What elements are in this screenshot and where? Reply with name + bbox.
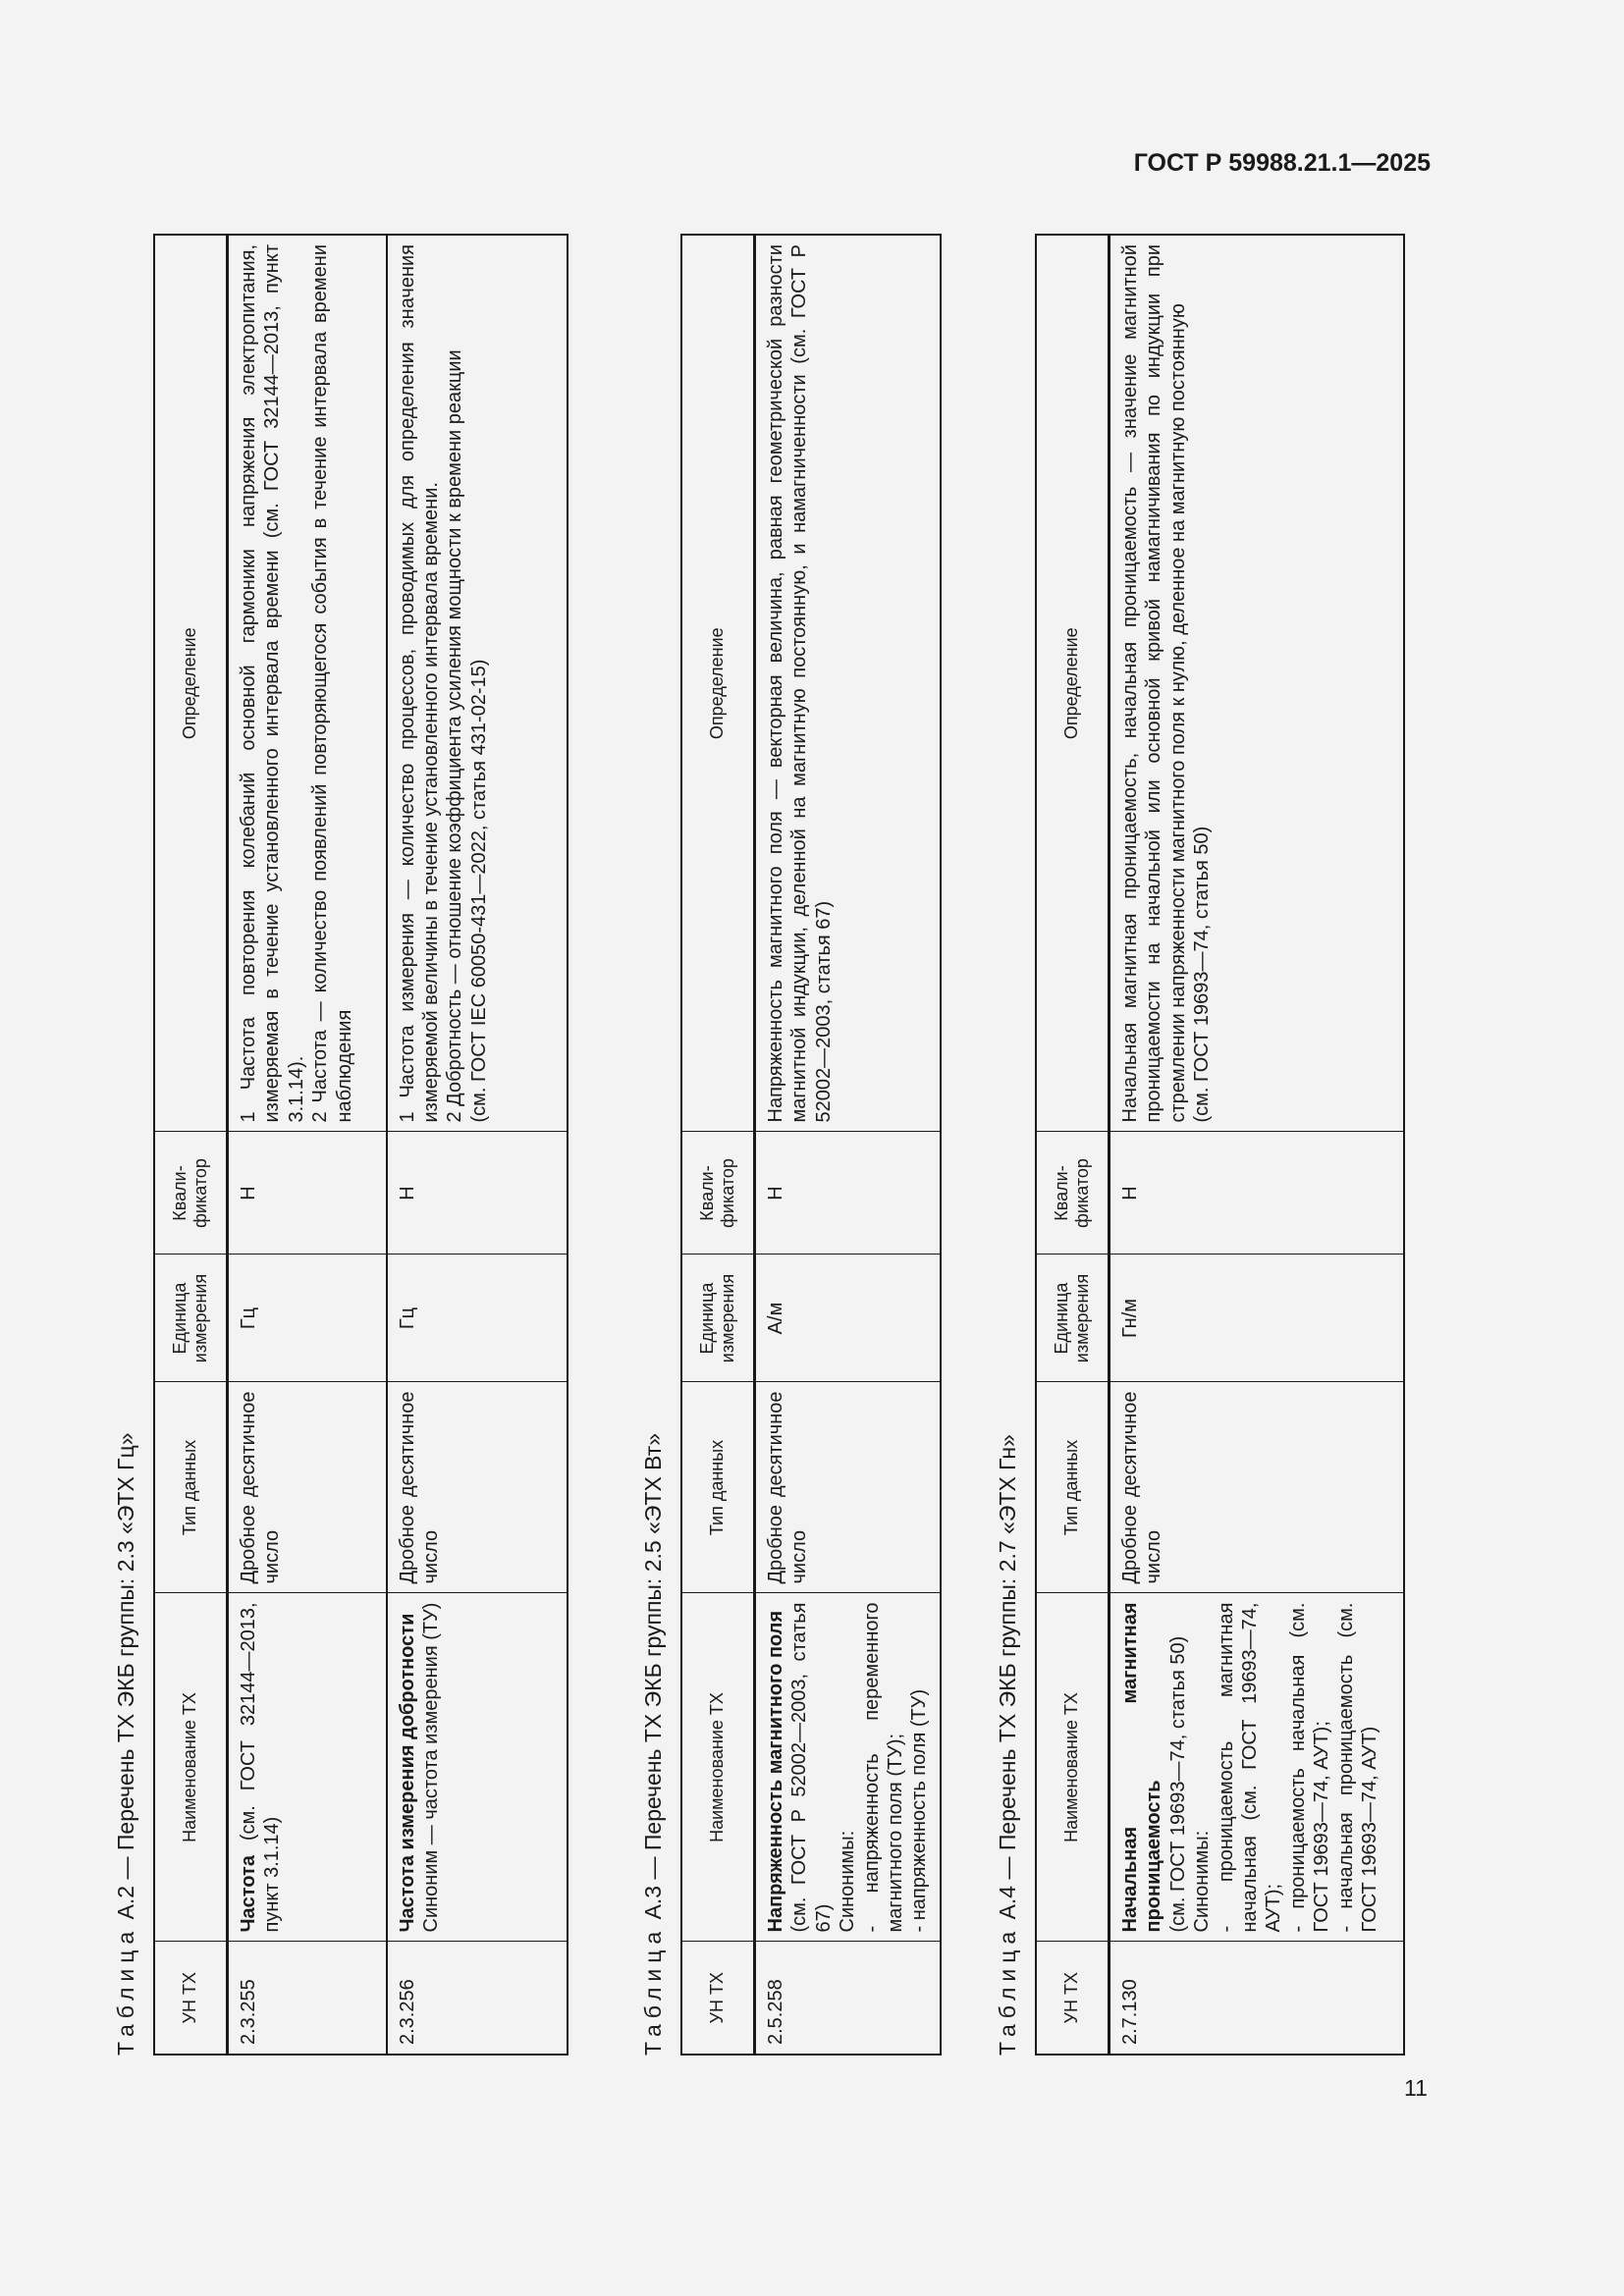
caption-prefix: Таблица xyxy=(113,1925,138,2056)
table-a4 xyxy=(1035,234,1405,2056)
table-row xyxy=(228,235,387,2055)
definition-line: 1 Частота повторения колебаний основной гармоники напряжения электропитания, измеряемая в течение установленного интервала времени (см. ГОСТ 32144—2013, пункт 3.1.14). xyxy=(238,244,307,1123)
table-block-a4 xyxy=(992,234,1405,2056)
cell-qualifier: Н xyxy=(755,1132,941,1255)
definition-line: (см. ГОСТ IEC 60050-431—2022, статья 431-02-15) xyxy=(467,659,490,1123)
cell-qualifier: Н xyxy=(228,1132,387,1255)
table-header-row xyxy=(154,235,228,2055)
cell-unit: Гц xyxy=(387,1255,568,1382)
cell-un: 2.3.256 xyxy=(387,1942,568,2055)
cell-unit: А/м xyxy=(755,1255,941,1382)
term-synonym: Синоним — частота измерения (ТУ) xyxy=(419,1602,442,1933)
term-synonym: Синонимы: xyxy=(837,1830,859,1933)
term-synonym: - напряженность переменного магнитного поля (ТУ); xyxy=(860,1602,906,1933)
definition-line: (см. ГОСТ 19693—74, статья 50) xyxy=(1191,826,1214,1123)
column-header-unit: Единица измерения xyxy=(681,1255,755,1382)
definition-line: 1 Частота измерения — количество процессов, проводимых для определения значения измеряемой величины в течение установленного интервала времени. xyxy=(396,244,442,1123)
cell-qualifier: Н xyxy=(1110,1132,1404,1255)
table-caption xyxy=(992,234,1035,2056)
definition-line: 2 Добротность — отношение коэффициента усиления мощности к времени реакции xyxy=(444,349,466,1123)
column-header-definition: Определение xyxy=(154,235,228,1132)
column-header-definition: Определение xyxy=(1036,235,1110,1132)
term-synonym: Синонимы: xyxy=(1191,1830,1214,1933)
column-header-qualifier: Квали-фикатор xyxy=(1036,1132,1110,1255)
column-header-un: УН ТХ xyxy=(681,1942,755,2055)
table-caption xyxy=(637,234,680,2056)
term-synonym: - начальная проницаемость (см. ГОСТ 19693—74, АУТ) xyxy=(1334,1602,1380,1933)
definition-line: Напряженность магнитного поля — векторная величина, равная геометрической разности магнитной индукции, деленной на магнитную постоянную, и намагниченности (см. ГОСТ Р 52002—2003, статья 67) xyxy=(765,244,835,1123)
table-row xyxy=(755,235,941,2055)
column-header-unit: Единица измерения xyxy=(1036,1255,1110,1382)
page-number: 11 xyxy=(1404,2075,1428,2101)
column-header-type: Тип данных xyxy=(154,1382,228,1593)
caption-text: А.3 — Перечень ТХ ЭКБ группы: 2.5 «ЭТХ Вт» xyxy=(640,1432,666,1920)
cell-name xyxy=(755,1593,941,1942)
column-header-name: Наименование ТХ xyxy=(681,1593,755,1942)
table-header-row xyxy=(681,235,755,2055)
definition-line: Начальная магнитная проницаемость, начальная проницаемость — значение магнитной проницаемости на начальной или основной кривой намагничивания по индукции при стремлении напряженности магнитного поля к нулю, деленное на магнитную постоянную xyxy=(1119,244,1189,1123)
column-header-name: Наименование ТХ xyxy=(1036,1593,1110,1942)
document-header: ГОСТ Р 59988.21.1—2025 xyxy=(1133,149,1431,177)
column-header-type: Тип данных xyxy=(1036,1382,1110,1593)
table-row xyxy=(1110,235,1404,2055)
table-a2 xyxy=(153,234,568,2056)
column-header-unit: Единица измерения xyxy=(154,1255,228,1382)
cell-unit: Гн/м xyxy=(1110,1255,1404,1382)
column-header-qualifier: Квали-фикатор xyxy=(154,1132,228,1255)
column-header-qualifier: Квали-фикатор xyxy=(681,1132,755,1255)
cell-type: Дробное десятичное число xyxy=(755,1382,941,1593)
term-reference: (см. ГОСТ 19693—74, статья 50) xyxy=(1166,1635,1189,1933)
cell-name xyxy=(387,1593,568,1942)
term-synonym: - проницаемость начальная (см. ГОСТ 19693—74, АУТ); xyxy=(1286,1602,1333,1933)
term-name: Частота xyxy=(238,1855,259,1933)
table-caption xyxy=(110,234,153,2056)
table-block-a2 xyxy=(110,234,568,2056)
term-name: Напряженность магнитного поля xyxy=(765,1610,786,1933)
caption-text: А.4 — Перечень ТХ ЭКБ группы: 2.7 «ЭТХ Гн» xyxy=(995,1434,1020,1920)
term-synonym: - проницаемость магнитная начальная (см. ГОСТ 19693—74, АУТ); xyxy=(1215,1602,1285,1933)
column-header-name: Наименование ТХ xyxy=(154,1593,228,1942)
cell-name xyxy=(228,1593,387,1942)
term-name: Частота измерения добротности xyxy=(396,1613,418,1933)
cell-un: 2.7.130 xyxy=(1110,1942,1404,2055)
caption-text: А.2 — Перечень ТХ ЭКБ группы: 2.3 «ЭТХ Гц» xyxy=(113,1432,138,1920)
column-header-un: УН ТХ xyxy=(154,1942,228,2055)
cell-definition xyxy=(387,235,568,1132)
caption-prefix: Таблица xyxy=(995,1925,1020,2056)
cell-un: 2.3.255 xyxy=(228,1942,387,2055)
table-row xyxy=(387,235,568,2055)
caption-prefix: Таблица xyxy=(640,1925,666,2056)
term-name: Начальная магнитная проницаемость xyxy=(1119,1602,1165,1933)
column-header-definition: Определение xyxy=(681,235,755,1132)
cell-type: Дробное десятичное число xyxy=(387,1382,568,1593)
cell-qualifier: Н xyxy=(387,1132,568,1255)
cell-definition xyxy=(228,235,387,1132)
column-header-type: Тип данных xyxy=(681,1382,755,1593)
term-synonym: - напряженность поля (ТУ) xyxy=(908,1688,931,1933)
table-a3 xyxy=(680,234,942,2056)
cell-name xyxy=(1110,1593,1404,1942)
cell-definition xyxy=(1110,235,1404,1132)
cell-type: Дробное десятичное число xyxy=(228,1382,387,1593)
cell-un: 2.5.258 xyxy=(755,1942,941,2055)
term-reference: (см. ГОСТ 32144—2013, пункт 3.1.14) xyxy=(238,1602,284,1933)
term-reference: (см. ГОСТ Р 52002—2003, статья 67) xyxy=(788,1602,835,1933)
cell-definition xyxy=(755,235,941,1132)
table-block-a3 xyxy=(637,234,942,2056)
cell-unit: Гц xyxy=(228,1255,387,1382)
table-header-row xyxy=(1036,235,1110,2055)
definition-line: 2 Частота — количество появлений повторяющегося события в течение интервала времени наблюдения xyxy=(309,244,355,1123)
column-header-un: УН ТХ xyxy=(1036,1942,1110,2055)
cell-type: Дробное десятичное число xyxy=(1110,1382,1404,1593)
